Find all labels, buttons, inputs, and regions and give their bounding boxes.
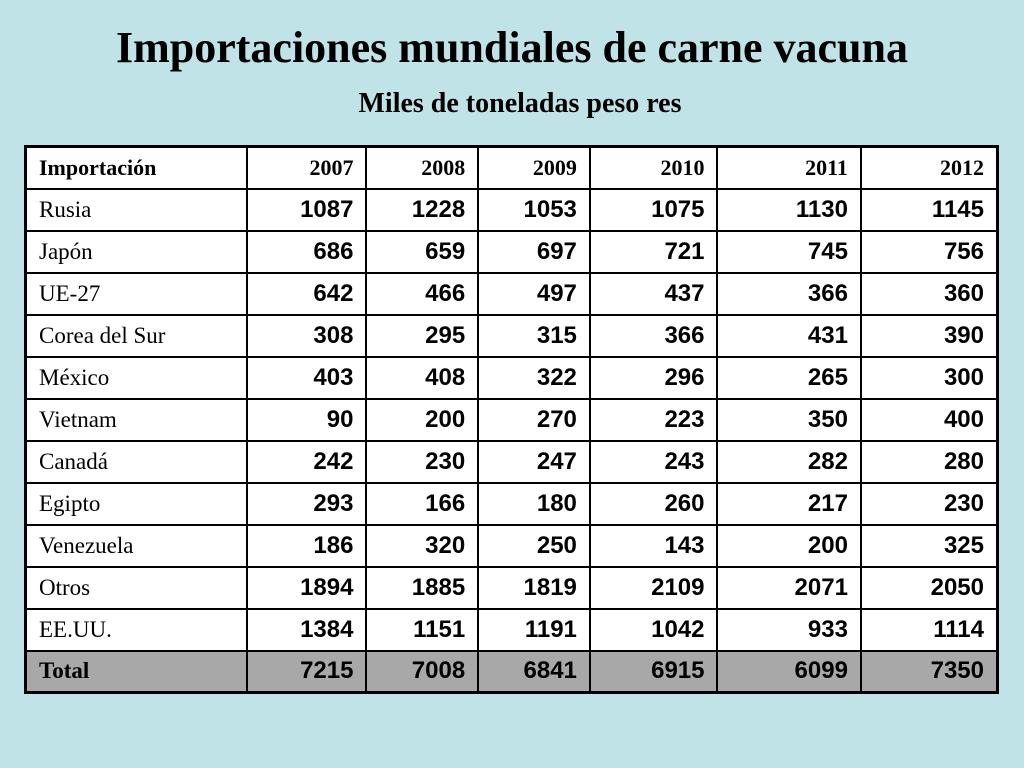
table-cell: 308 — [247, 315, 367, 357]
row-label: México — [26, 357, 247, 399]
table-cell: 1885 — [366, 567, 478, 609]
table-cell: 325 — [861, 525, 998, 567]
table-cell: 300 — [861, 357, 998, 399]
table-cell: 230 — [366, 441, 478, 483]
table-cell: 270 — [478, 399, 590, 441]
table-row — [26, 399, 998, 441]
total-cell: 6915 — [590, 651, 718, 693]
table-cell: 180 — [478, 483, 590, 525]
table-cell: 408 — [366, 357, 478, 399]
table-cell: 366 — [717, 273, 860, 315]
table-row — [26, 483, 998, 525]
table-cell: 1384 — [247, 609, 367, 651]
table-cell: 200 — [717, 525, 860, 567]
table-cell: 295 — [366, 315, 478, 357]
table-cell: 265 — [717, 357, 860, 399]
table-cell: 659 — [366, 231, 478, 273]
table-cell: 1130 — [717, 189, 860, 231]
header-cell-2010: 2010 — [590, 147, 718, 189]
table-cell: 293 — [247, 483, 367, 525]
table-cell: 390 — [861, 315, 998, 357]
total-cell: 7215 — [247, 651, 367, 693]
header-cell-2012: 2012 — [861, 147, 998, 189]
table-cell: 230 — [861, 483, 998, 525]
row-label: Venezuela — [26, 525, 247, 567]
table-cell: 1228 — [366, 189, 478, 231]
table-row — [26, 315, 998, 357]
table-cell: 745 — [717, 231, 860, 273]
table-cell: 403 — [247, 357, 367, 399]
table-cell: 350 — [717, 399, 860, 441]
table-cell: 243 — [590, 441, 718, 483]
header-cell-importacion: Importación — [26, 147, 247, 189]
header-cell-2011: 2011 — [717, 147, 860, 189]
table-cell: 642 — [247, 273, 367, 315]
table-row — [26, 441, 998, 483]
table-cell: 186 — [247, 525, 367, 567]
table-cell: 366 — [590, 315, 718, 357]
table-cell: 250 — [478, 525, 590, 567]
total-label: Total — [26, 651, 247, 693]
table-cell: 1114 — [861, 609, 998, 651]
table-cell: 1145 — [861, 189, 998, 231]
table-cell: 1053 — [478, 189, 590, 231]
row-label: Vietnam — [26, 399, 247, 441]
table-cell: 360 — [861, 273, 998, 315]
total-cell: 6099 — [717, 651, 860, 693]
row-label: EE.UU. — [26, 609, 247, 651]
row-label: Japón — [26, 231, 247, 273]
row-label: Otros — [26, 567, 247, 609]
table-cell: 260 — [590, 483, 718, 525]
table-cell: 296 — [590, 357, 718, 399]
table-cell: 437 — [590, 273, 718, 315]
row-label: Canadá — [26, 441, 247, 483]
table-cell: 756 — [861, 231, 998, 273]
table-cell: 1075 — [590, 189, 718, 231]
table-cell: 315 — [478, 315, 590, 357]
header-cell-2009: 2009 — [478, 147, 590, 189]
table-cell: 497 — [478, 273, 590, 315]
total-cell: 6841 — [478, 651, 590, 693]
table-cell: 686 — [247, 231, 367, 273]
table-cell: 242 — [247, 441, 367, 483]
page-subtitle: Miles de toneladas peso res — [358, 88, 682, 119]
table-cell: 90 — [247, 399, 367, 441]
row-label: Corea del Sur — [26, 315, 247, 357]
imports-table — [24, 145, 999, 694]
table-cell: 143 — [590, 525, 718, 567]
table-cell: 400 — [861, 399, 998, 441]
header-cell-2008: 2008 — [366, 147, 478, 189]
table-cell: 1191 — [478, 609, 590, 651]
table-cell: 721 — [590, 231, 718, 273]
table-cell: 322 — [478, 357, 590, 399]
table-cell: 280 — [861, 441, 998, 483]
table-cell: 1894 — [247, 567, 367, 609]
total-cell: 7350 — [861, 651, 998, 693]
table-row — [26, 525, 998, 567]
table-cell: 2071 — [717, 567, 860, 609]
table-row — [26, 567, 998, 609]
table-cell: 431 — [717, 315, 860, 357]
row-label: UE-27 — [26, 273, 247, 315]
table-row — [26, 357, 998, 399]
table-cell: 466 — [366, 273, 478, 315]
header-cell-2007: 2007 — [247, 147, 367, 189]
table-cell: 697 — [478, 231, 590, 273]
total-row — [26, 651, 998, 693]
table-cell: 217 — [717, 483, 860, 525]
total-cell: 7008 — [366, 651, 478, 693]
table-cell: 1087 — [247, 189, 367, 231]
table-cell: 282 — [717, 441, 860, 483]
table-cell: 1819 — [478, 567, 590, 609]
table-cell: 223 — [590, 399, 718, 441]
table-cell: 2109 — [590, 567, 718, 609]
table-cell: 247 — [478, 441, 590, 483]
table-cell: 2050 — [861, 567, 998, 609]
table-row — [26, 189, 998, 231]
table-cell: 320 — [366, 525, 478, 567]
row-label: Rusia — [26, 189, 247, 231]
header-row — [26, 147, 998, 189]
table-cell: 200 — [366, 399, 478, 441]
table-row — [26, 609, 998, 651]
page-title: Importaciones mundiales de carne vacuna — [116, 23, 908, 72]
row-label: Egipto — [26, 483, 247, 525]
table-cell: 1042 — [590, 609, 718, 651]
table-cell: 933 — [717, 609, 860, 651]
table-row — [26, 231, 998, 273]
table-cell: 1151 — [366, 609, 478, 651]
table-row — [26, 273, 998, 315]
table-cell: 166 — [366, 483, 478, 525]
